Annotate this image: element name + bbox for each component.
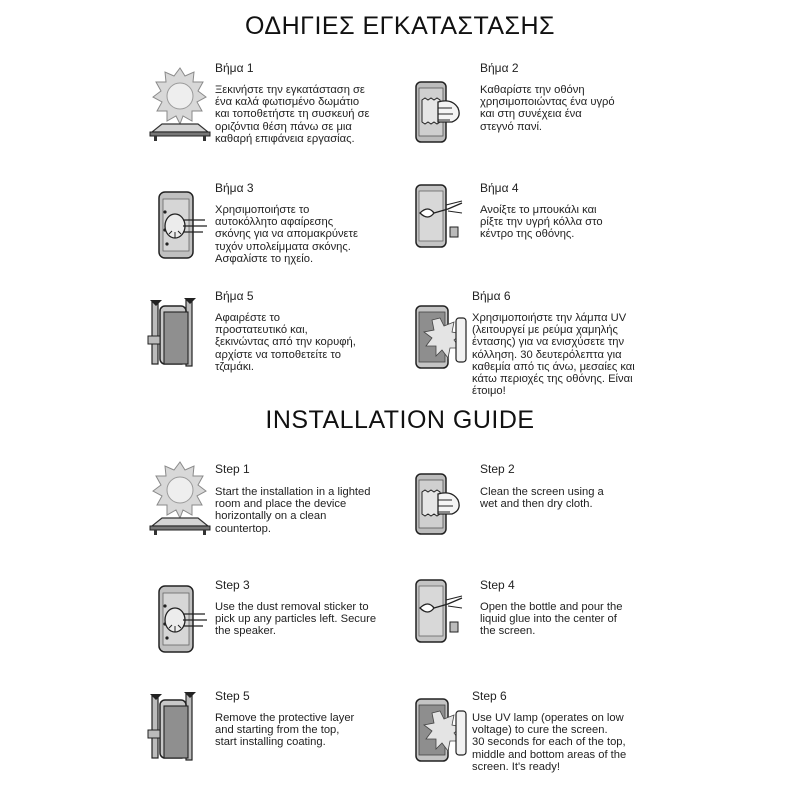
cloth-wipe-icon: [414, 472, 462, 538]
lamp-desk-icon: [148, 66, 212, 142]
step-text: Use the dust removal sticker to pick up any particles left. Secure the speaker.: [215, 601, 377, 638]
step-label: Step 1: [215, 462, 250, 476]
step-label: Βήμα 6: [472, 289, 511, 303]
uv-lamp-icon: [412, 304, 470, 372]
glue-bottle-icon: [412, 578, 468, 648]
step-text: Χρησιμοποιήστε την λάμπα UV (λειτουργεί με ρεύμα χαμηλής έντασης) για να ενισχύσετε την κόλληση. 30 δευτερόλεπτα για καθεμία από τις άνω, μεσαίες και κάτω περιοχές της οθόνης. Είναι έτοιμο!: [472, 312, 635, 398]
step-text: Ανοίξτε το μπουκάλι και ρίξτε την υγρή κόλλα στο κέντρο της οθόνης.: [480, 204, 603, 241]
lamp-desk-icon: [148, 460, 212, 536]
step-text: Ξεκινήστε την εγκατάσταση σε ένα καλά φωτισμένο δωμάτιο και τοποθετήστε τη συσκευή σε οριζόντια θέση πάνω σε μια καθαρή επιφάνεια εργασίας.: [215, 84, 370, 145]
dust-sticker-icon: [155, 190, 209, 262]
step-text: Αφαιρέστε το προστατευτικό και, ξεκινώντας από την κορυφή, αρχίστε να τοποθετείτε το τζαμάκι.: [215, 312, 356, 373]
apply-glass-icon: [146, 296, 206, 372]
step-label: Step 4: [480, 578, 515, 592]
step-text: Clean the screen using a wet and then dry cloth.: [480, 486, 604, 511]
dust-sticker-icon: [155, 584, 209, 656]
step-text: Χρησιμοποιήστε το αυτοκόλλητο αφαίρεσης σκόνης για να απομακρύνετε τυχόν υπολείμματα σκόνης. Ασφαλίστε το ηχείο.: [215, 204, 358, 265]
step-label: Βήμα 3: [215, 181, 254, 195]
step-label: Βήμα 1: [215, 61, 254, 75]
step-label: Step 6: [472, 689, 507, 703]
step-text: Use UV lamp (operates on low voltage) to cure the screen. 30 seconds for each of the top, middle and bottom areas of the screen. It's ready!: [472, 712, 627, 773]
glue-bottle-icon: [412, 183, 468, 253]
step-text: Remove the protective layer and starting from the top, start installing coating.: [215, 712, 355, 749]
step-label: Βήμα 2: [480, 61, 519, 75]
cloth-wipe-icon: [414, 80, 462, 146]
step-text: Καθαρίστε την οθόνη χρησιμοποιώντας ένα υγρό και στη συνέχεια ένα στεγνό πανί.: [480, 84, 615, 133]
apply-glass-icon: [146, 690, 206, 766]
step-label: Step 5: [215, 689, 250, 703]
step-label: Βήμα 4: [480, 181, 519, 195]
english-title: INSTALLATION GUIDE: [265, 406, 535, 434]
step-label: Step 2: [480, 462, 515, 476]
uv-lamp-icon: [412, 697, 470, 765]
step-label: Βήμα 5: [215, 289, 254, 303]
step-text: Start the installation in a lighted room and place the device horizontally on a clean countertop.: [215, 486, 371, 535]
step-label: Step 3: [215, 578, 250, 592]
greek-title: ΟΔΗΓΙΕΣ ΕΓΚΑΤΑΣΤΑΣΗΣ: [245, 12, 555, 40]
step-text: Open the bottle and pour the liquid glue into the center of the screen.: [480, 601, 623, 638]
